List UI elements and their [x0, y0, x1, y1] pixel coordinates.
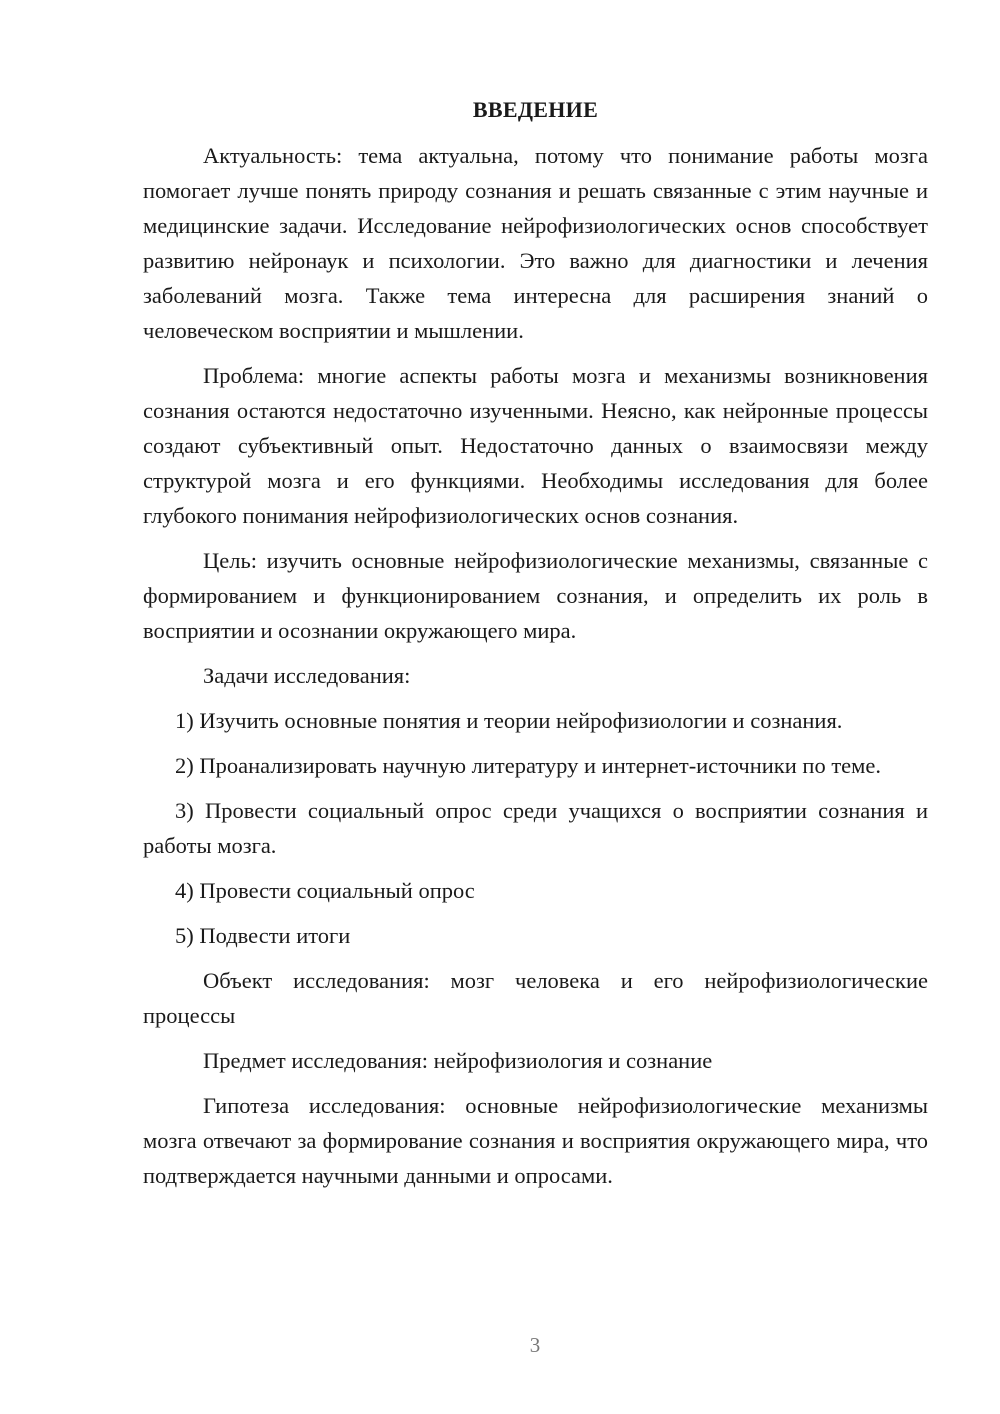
relevance-paragraph: Актуальность: тема актуальна, потому что понимание работы мозга помогает лучше понять природу сознания и решать связанные с этим научные и медицинские задачи. Исследование нейрофизиологических основ способствует развитию нейронаук и психологии. Это важно для диагностики и лечения заболеваний мозга. Также тема интересна для расширения знаний о человеческом восприятии и мышлении.: [143, 143, 928, 343]
hypothesis-paragraph: Гипотеза исследования: основные нейрофизиологические механизмы мозга отвечают за формирование сознания и восприятия окружающего мира, что подтверждается научными данными и опросами.: [143, 1093, 928, 1188]
subject-paragraph: Предмет исследования: нейрофизиология и сознание: [203, 1048, 713, 1073]
problem-paragraph: Проблема: многие аспекты работы мозга и механизмы возникновения сознания остаются недостаточно изученными. Неясно, как нейронные процессы создают субъективный опыт. Недостаточно данных о взаимосвязи между структурой мозга и его функциями. Необходимы исследования для более глубокого понимания нейрофизиологических основ сознания.: [143, 363, 928, 528]
task-item-2: 2) Проанализировать научную литературу и интернет-источники по теме.: [175, 753, 881, 778]
task-item-3: 3) Провести социальный опрос среди учащихся о восприятии сознания и работы мозга.: [143, 798, 928, 858]
task-item-5: 5) Подвести итоги: [175, 923, 351, 948]
task-item-4: 4) Провести социальный опрос: [175, 878, 475, 903]
object-paragraph: Объект исследования: мозг человека и его нейрофизиологические процессы: [143, 968, 928, 1028]
goal-paragraph: Цель: изучить основные нейрофизиологические механизмы, связанные с формированием и функционированием сознания, и определить их роль в восприятии и осознании окружающего мира.: [143, 548, 928, 643]
page-title: ВВЕДЕНИЕ: [472, 97, 599, 122]
page-number: 3: [529, 1333, 541, 1357]
document-page: [143, 92, 928, 1193]
tasks-heading: Задачи исследования:: [203, 663, 411, 688]
task-item-1: 1) Изучить основные понятия и теории нейрофизиологии и сознания.: [175, 708, 843, 733]
